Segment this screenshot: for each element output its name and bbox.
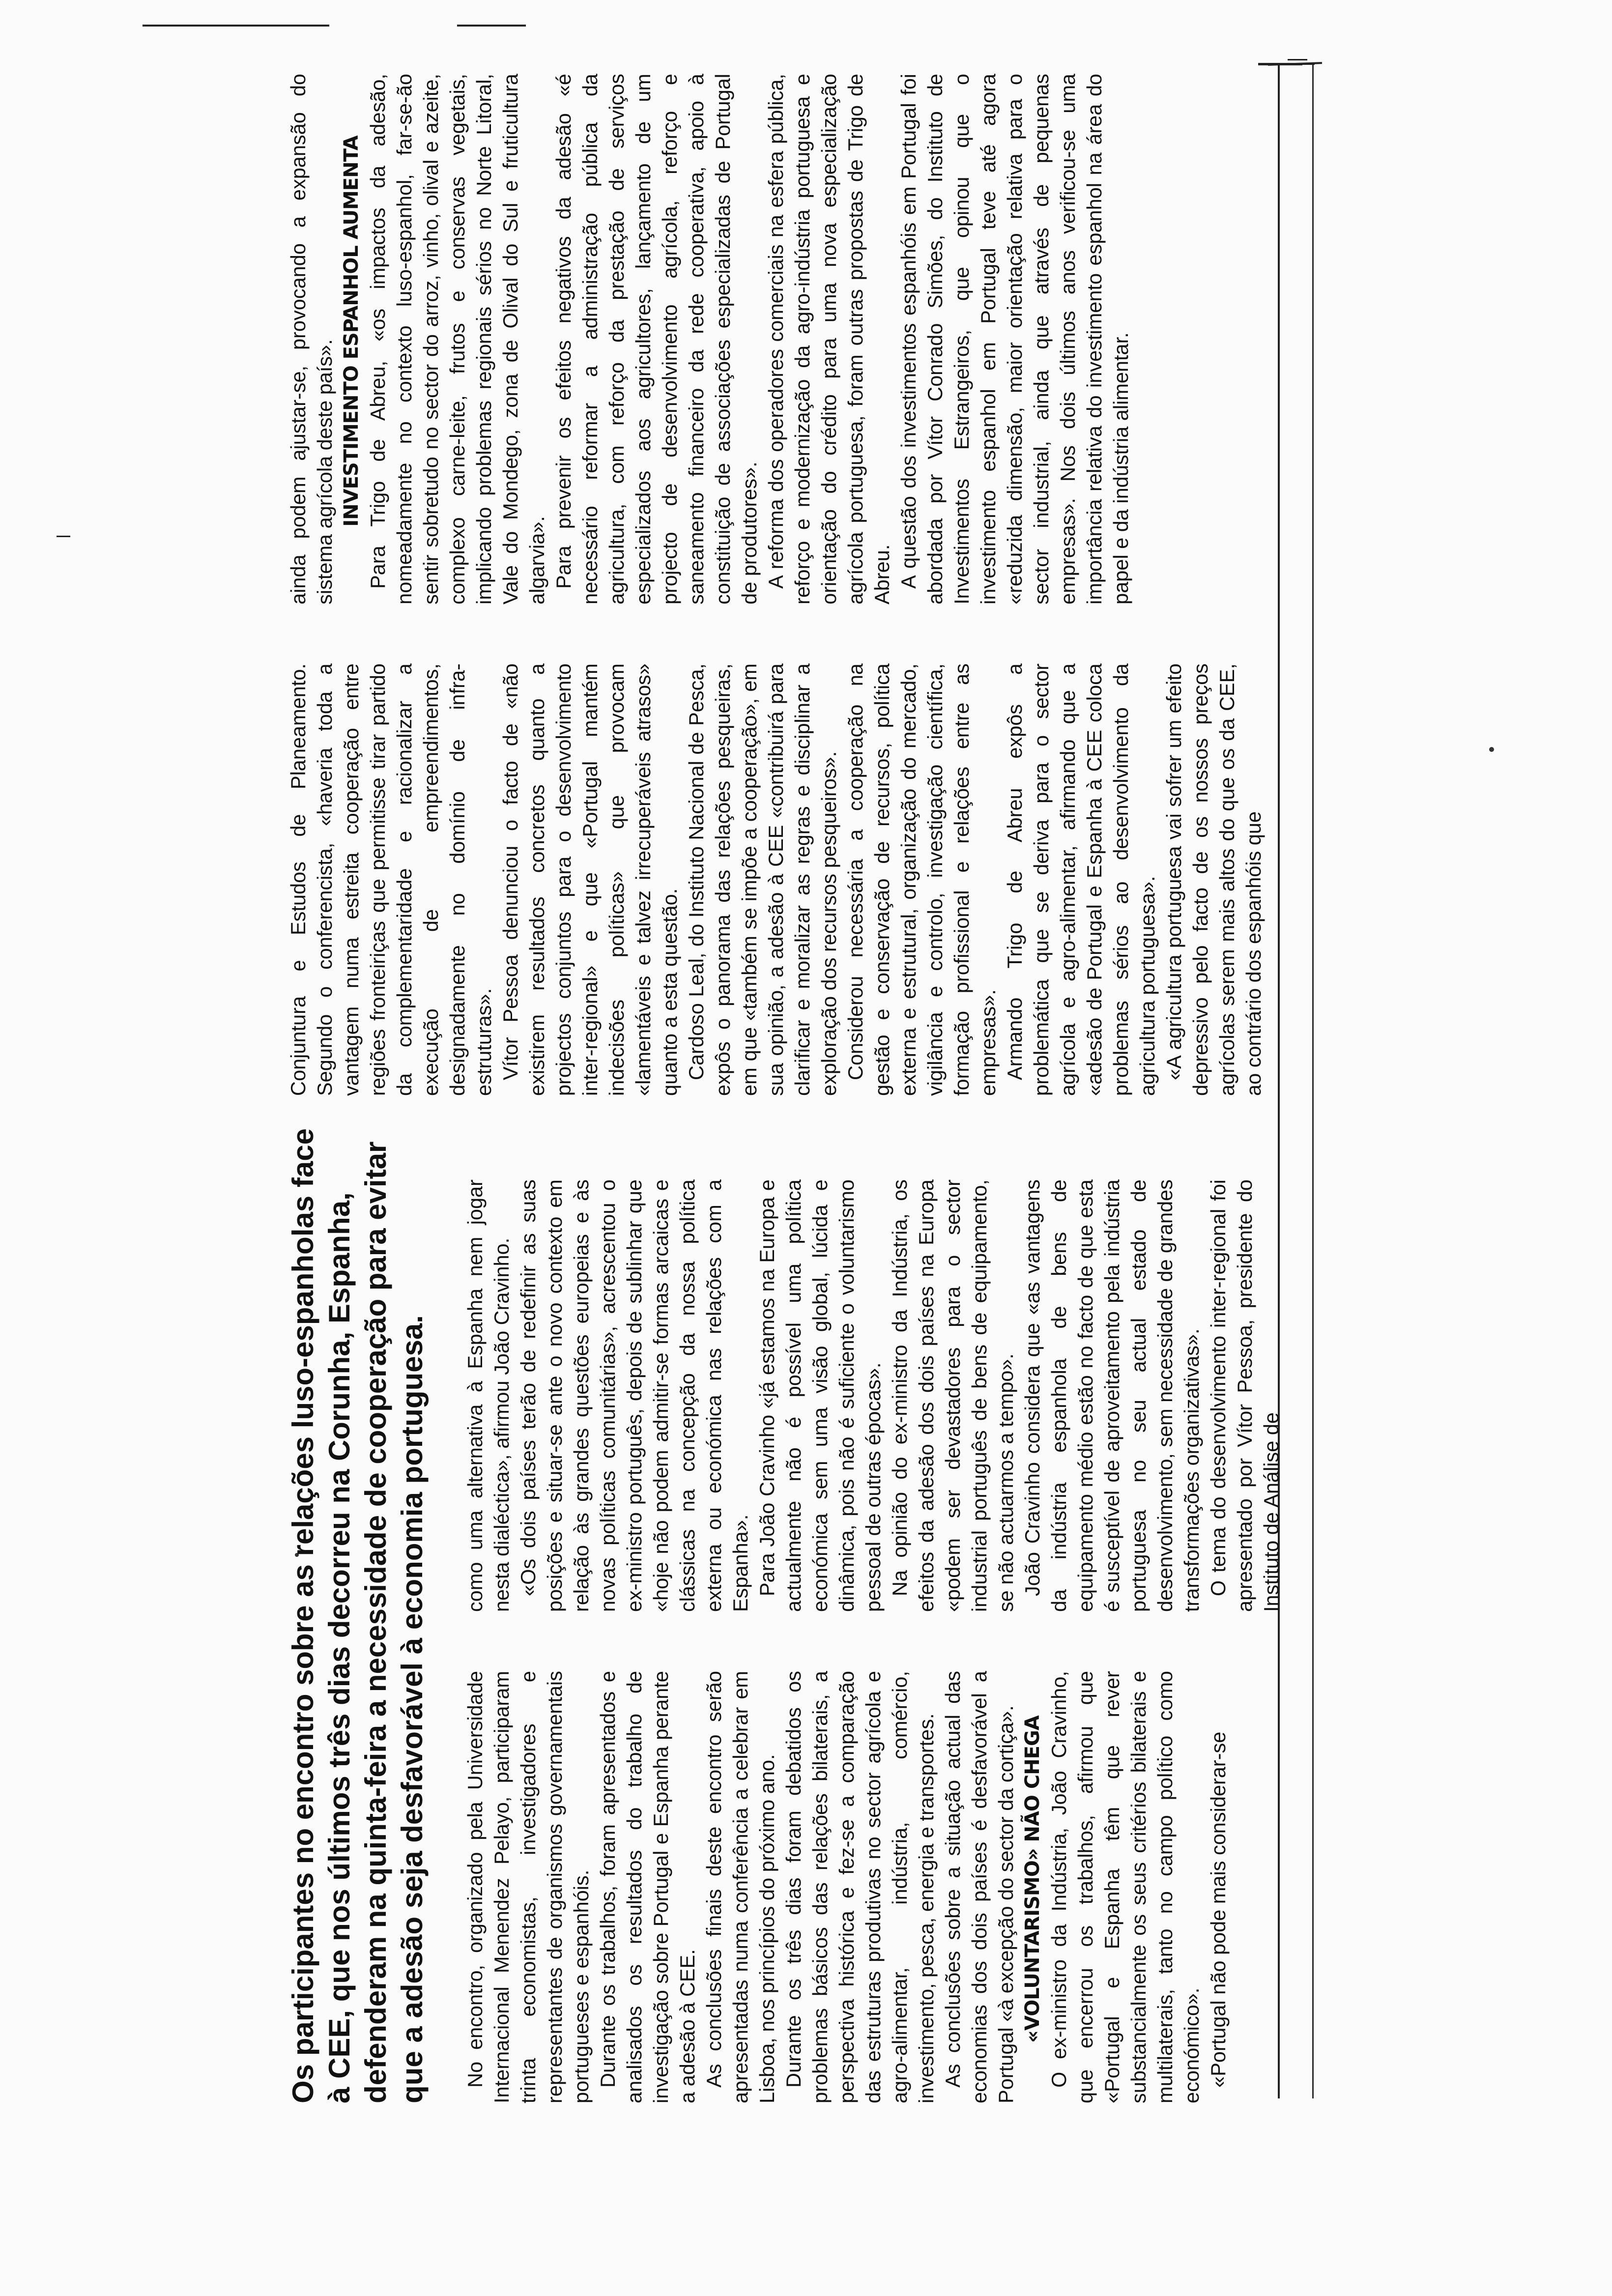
column-3-paragraph-6: «A agricultura portuguesa vai sofrer um efeito depressivo pelo facto de os nossos preços agrícolas serem mais altos do que os da CEE, ao contrário dos espanhóis que [1162,663,1265,1096]
column-1-paragraph-4: Durante os três dias foram debatidos os problemas básicos das relações bilaterais, a perspectiva histórica e fez-se a comparação das estruturas produtivas no sector agrícola e agro-alimentar, indústria, comércio, investimento, pesca, energia e transportes. [782,1671,938,2103]
column-4-paragraph-3: Para prevenir os efeitos negativos da adesão «é necessário reformar a administração pública da agricultura, com reforço da prestação de serviços especializados aos agricultores, lançamento de um projecto de desenvolvimento agrícola, reforço e saneamento financeiro da rede cooperativa, apoio à constituição de associações especializadas de Portugal de produtores». [552,74,761,604]
article-column-3 [285,663,1267,1096]
column-3-paragraph-4: Considerou necessária a cooperação na gestão e conservação de recursos, política externa e estrutural, organização do mercado, vigilância e controlo, investigação científica, formação profissional e relações entre as empresas». [844,663,1000,1096]
column-1-paragraph-1: No encontro, organizado pela Universidade Internacional Menendez Pelayo, participaram trinta economistas, investigadores e representantes de organismos governamentais portugueses e espanhóis. [463,1671,593,2103]
column-2-paragraph-6: O tema do desenvolvimento inter-regional foi apresentado por Vítor Pessoa, presidente do Instituto de Análise de [1207,1179,1283,1612]
column-1-paragraph-6: O ex-ministro da Indústria, João Cravinho, que encerrou os trabalhos, afirmou que «Portugal e Espanha têm que rever substancialmente os seus critérios bilaterais e multilaterais, tanto no campo político como económico». [1047,1671,1203,2103]
column-3-paragraph-1: Conjuntura e Estudos de Planeamento. Segundo o conferencista, «haveria toda a vantagem numa estreita cooperação entre regiões fronteiriças que permitisse tirar partido da complementaridade e racionalizar a execução de empreendimentos, designadamente no domínio de infra-estruturas». [287,663,495,1096]
article-headline: Os participantes no encontro sobre as relações luso-espanholas face à CEE, que nos últimos três dias decorreu na Corunha, Espanha, defenderam na quinta-feira a necessidade de cooperação para evitar que a adesão seja desfavorável à economia portuguesa. [287,1128,429,2103]
column-3-paragraph-5: Armando Trigo de Abreu expôs a problemática que se deriva para o sector agrícola e agro-alimentar, afirmando que a «adesão de Portugal e Espanha à CEE coloca problemas sérios ao desenvolvimento da agricultura portuguesa». [1003,663,1159,1096]
column-4-paragraph-4: A reforma dos operadores comerciais na esfera pública, reforço e modernização da agro-indústria portuguesa e orientação do crédito para uma nova especialização agrícola portuguesa, foram outras propostas de Trigo de Abreu. [764,74,893,604]
subhead-investimento: INVESTIMENTO ESPANHOL AUMENTA [340,136,363,527]
column-3-paragraph-2: Vítor Pessoa denunciou o facto de «não existirem resultados concretos quanto a projectos conjuntos para o desenvolvimento inter-regional» e que «Portugal mantém indecisões políticas» que provocam «lamentáveis e talvez irrecuperáveis atrasos» quanto a esta questão. [499,663,681,1096]
clipping-border-right [1312,64,1314,2098]
column-2-paragraph-3: Para João Cravinho «já estamos na Europa e actualmente não é possível uma política económica sem uma visão global, lúcida e dinâmica, pois não é suficiente o voluntarismo pessoal de outras épocas». [755,1179,885,1612]
newspaper-clipping [285,49,1307,2103]
column-2-paragraph-1: como uma alternativa à Espanha nem jogar nesta dialéctica», afirmou João Cravinho. [463,1179,513,1612]
scan-speck [1489,747,1494,752]
scan-artifact-left-mark [57,536,70,537]
column-4-paragraph-2: Para Trigo de Abreu, «os impactos da adesão, nomeadamente no contexto luso-espanhol, far-se-ão sentir sobretudo no sector do arroz, vinho, olival e azeite, complexo carne-leite, frutos e conservas vegetais, implicando problemas regionais sérios no Norte Litoral, Vale do Mondego, zona de Olival do Sul e fruticultura algarvia». [366,74,548,604]
column-1-paragraph-2: Durante os trabalhos, foram apresentados e analisados os resultados do trabalho de investigação sobre Portugal e Espanha perante a adesão à CEE. [596,1671,699,2103]
column-4-paragraph-1: ainda podem ajustar-se, provocando a expansão do sistema agrícola deste país». [287,74,336,604]
article-column-1 [462,1671,1232,2103]
article-column-4 [285,74,1134,604]
scan-artifact-top-dashes [143,25,329,27]
column-2-paragraph-4: Na opinião do ex-ministro da Indústria, os efeitos da adesão dos dois países na Europa «podem ser devastadores para o sector industrial português de bens de equipamento, se não actuarmos a tempo». [888,1179,1017,1612]
column-4-paragraph-5: A questão dos investimentos espanhóis em Portugal foi abordada por Vítor Conrado Simões, do Instituto de Investimentos Estrangeiros, que opinou que o investimento espanhol em Portugal teve até agora «reduzida dimensão, maior orientação relativa para o sector industrial, ainda que através de pequenas empresas». Nos dois últimos anos verificou-se uma importância relativa do investimento espanhol na área do papel e da indústria alimentar. [897,74,1132,604]
article-column-2 [462,1179,1285,1612]
column-1-paragraph-3: As conclusões finais deste encontro serão apresentadas numa conferência a celebrar em Lisboa, nos princípios do próximo ano. [702,1671,778,2103]
column-2-paragraph-2: «Os dois países terão de redefinir as suas posições e situar-se ante o novo contexto em relação às grandes questões europeias e às novas políticas comunitárias», acrescentou o ex-ministro português, depois de sublinhar que «hoje não podem admitir-se formas arcaicas e clássicas na concepção da nossa política externa ou económica nas relações com a Espanha». [517,1179,752,1612]
column-3-paragraph-3: Cardoso Leal, do Instituto Nacional de Pesca, expôs o panorama das relações pesqueiras, em que «também se impõe a cooperação», em sua opinião, a adesão à CEE «contribuirá para clarificar e moralizar as regras e disciplinar a exploração dos recursos pesqueiros». [685,663,840,1096]
column-1-paragraph-7: «Portugal não pode mais considerar-se [1207,1731,1230,2088]
column-1-paragraph-5: As conclusões sobre a situação actual das economias dos dois países é desfavorável a Portugal «à excepção do sector da cortiça». [941,1671,1017,2103]
column-2-paragraph-5: João Cravinho considera que «as vantagens da indústria espanhola de bens de equipamento médio estão no facto de que esta é susceptível de aproveitamento pela indústria portuguesa no seu actual estado de desenvolvimento, sem necessidade de grandes transformações organizativas». [1021,1179,1203,1612]
subhead-voluntarismo: «VOLUNTARISMO» NÃO CHEGA [1021,1716,1044,2043]
scan-artifact-top-dash-short [457,25,526,27]
